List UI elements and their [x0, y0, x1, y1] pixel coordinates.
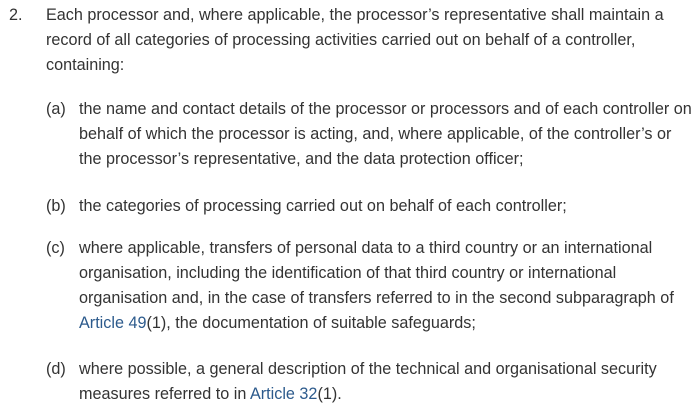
list-item-text-end: (1), the documentation of suitable safeguards; [146, 314, 476, 332]
list-item-label: (a) [46, 100, 66, 118]
list-item-text [79, 236, 697, 336]
list-item-label: (d) [46, 360, 66, 378]
list-item-text-start: where possible, a general description of the technical and organisational security measures referred to in [79, 360, 657, 403]
article-32-link[interactable]: Article 32 [249, 385, 318, 403]
paragraph-intro: Each processor and, where applicable, the processor’s representative shall maintain a record of all categories of processing activities carried out on behalf of a controller, containing: [46, 6, 664, 74]
list-item-label: (b) [46, 197, 66, 215]
list-item-text-start: where applicable, transfers of personal data to a third country or an international organisation, including the identification of that third country or international organisation and, in the case of transfers referred to in the second subparagraph of [79, 239, 674, 307]
paragraph-number: 2. [9, 6, 23, 24]
list-item-text: the categories of processing carried out on behalf of each controller; [79, 197, 567, 215]
list-item-text: the name and contact details of the processor or processors and of each controller on behalf of which the processor is acting, and, where applicable, of the controller’s or the processor’s representative, and the data protection officer; [79, 100, 692, 168]
list-item-text [79, 357, 697, 407]
list-item-label: (c) [46, 239, 65, 257]
list-item-text-end: (1). [317, 385, 342, 403]
article-49-link[interactable]: Article 49 [79, 314, 147, 332]
